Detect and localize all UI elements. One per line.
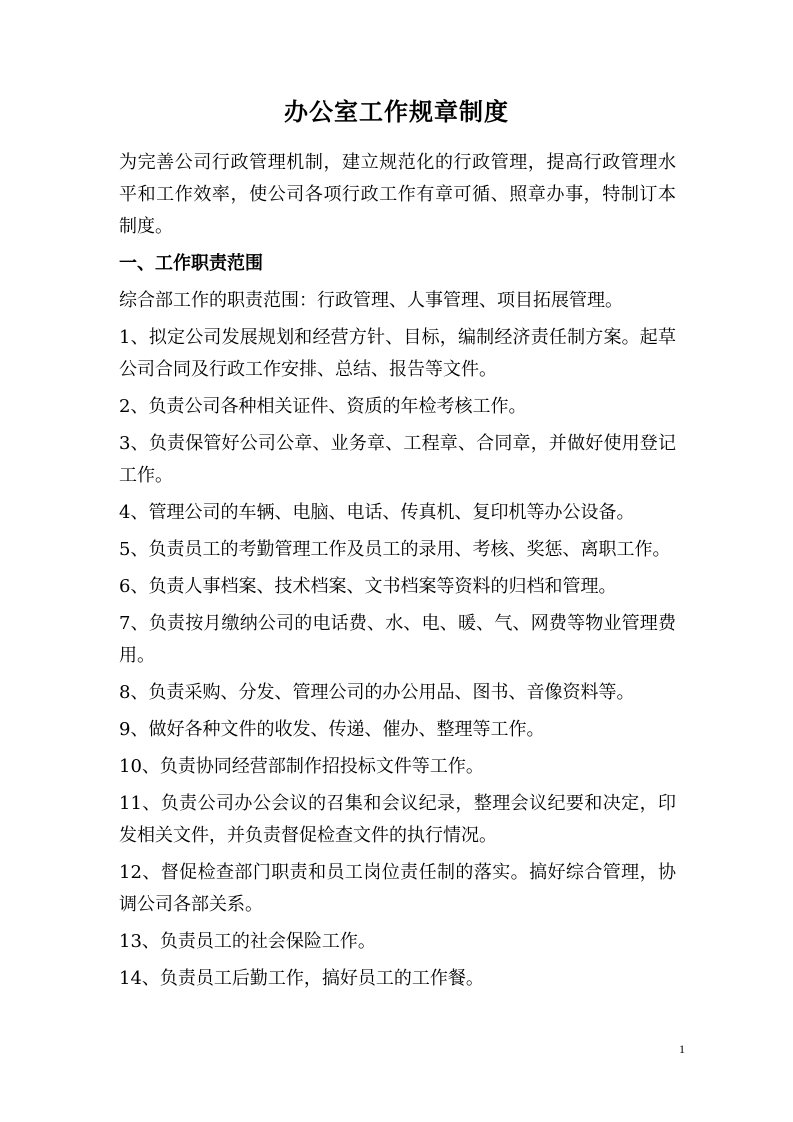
duty-item-6: 6、负责人事档案、技术档案、文书档案等资料的归档和管理。 bbox=[119, 576, 617, 597]
duty-item-13: 13、负责员工的社会保险工作。 bbox=[119, 931, 376, 952]
duty-item-5: 5、负责员工的考勤管理工作及员工的录用、考核、奖惩、离职工作。 bbox=[119, 539, 671, 560]
duty-item-10: 10、负责协同经营部制作招投标文件等工作。 bbox=[119, 756, 484, 777]
section-heading: 一、工作职责范围 bbox=[119, 253, 263, 274]
duty-item-12: 12、督促检查部门职责和员工岗位责任制的落实。搞好综合管理，协调公司各部关系。 bbox=[119, 862, 676, 915]
duty-item-2: 2、负责公司各种相关证件、资质的年检考核工作。 bbox=[119, 396, 527, 417]
duty-item-14: 14、负责员工后勤工作，搞好员工的工作餐。 bbox=[119, 968, 484, 989]
document-body bbox=[119, 147, 676, 1000]
page-number: 1 bbox=[679, 1042, 685, 1056]
duty-item-4: 4、管理公司的车辆、电脑、电话、传真机、复印机等办公设备。 bbox=[119, 502, 635, 523]
duty-item-8: 8、负责采购、分发、管理公司的办公用品、图书、音像资料等。 bbox=[119, 682, 635, 703]
duty-item-11: 11、负责公司办公会议的召集和会议纪录，整理会议纪要和决定，印发相关文件，并负责督促检查文件的执行情况。 bbox=[119, 793, 676, 846]
duty-item-7: 7、负责按月缴纳公司的电话费、水、电、暖、气、网费等物业管理费用。 bbox=[119, 613, 676, 666]
duty-item-3: 3、负责保管好公司公章、业务章、工程章、合同章，并做好使用登记工作。 bbox=[119, 433, 676, 486]
duty-item-9: 9、做好各种文件的收发、传递、催办、整理等工作。 bbox=[119, 719, 545, 740]
document-title: 办公室工作规章制度 bbox=[284, 97, 509, 126]
duty-item-1: 1、拟定公司发展规划和经营方针、目标，编制经济责任制方案。起草公司合同及行政工作安排、总结、报告等文件。 bbox=[119, 327, 676, 380]
intro-paragraph: 为完善公司行政管理机制，建立规范化的行政管理，提高行政管理水平和工作效率，使公司各项行政工作有章可循、照章办事，特制订本制度。 bbox=[119, 152, 676, 237]
scope-paragraph: 综合部工作的职责范围：行政管理、人事管理、项目拓展管理。 bbox=[119, 290, 623, 311]
